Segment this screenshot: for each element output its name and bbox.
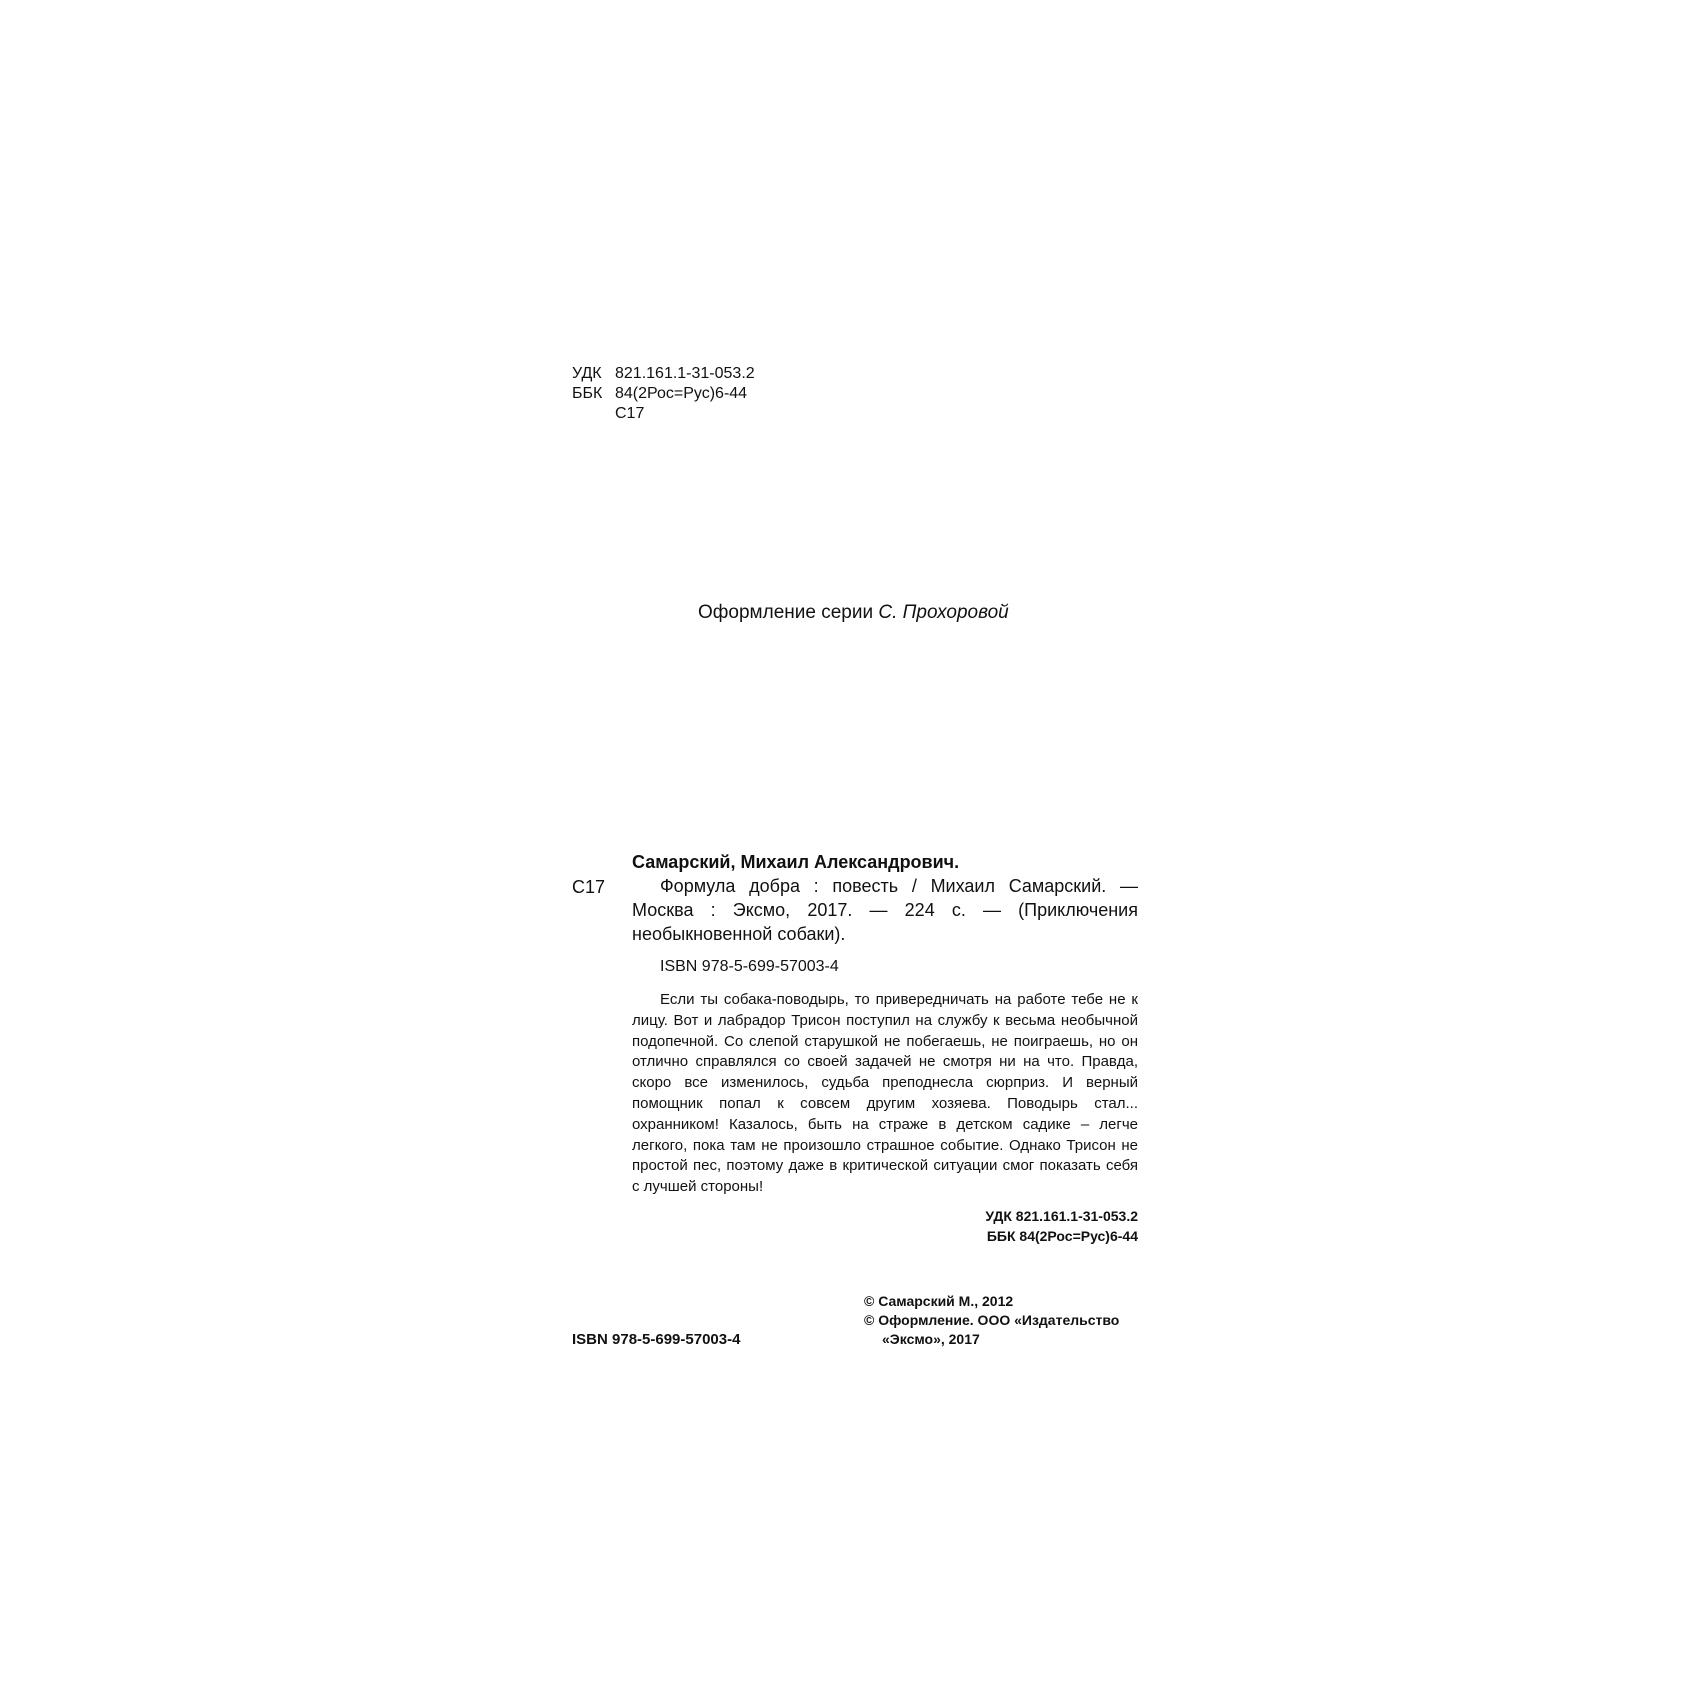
author-mark-row — [572, 404, 755, 424]
series-design-prefix: Оформление серии — [698, 602, 874, 623]
bbk-label: ББК — [572, 385, 603, 402]
card-bbk: ББК 84(2Рос=Рус)6-44 — [986, 1227, 1138, 1244]
series-design-credit — [698, 601, 1009, 625]
card-isbn: ISBN 978-5-699-57003-4 — [660, 958, 839, 975]
card-author-mark: С17 — [572, 877, 606, 897]
copyright-block — [864, 1292, 1119, 1349]
card-annotation: Если ты собака-поводырь, то привередничать на работе тебе не к лицу. Вот и лабрадор Трисон поступил на службу к весьма необычной подопечной. Со слепой старушкой не побегаешь, не поиграешь, но он отлично справлялся со своей задачей не смотря ни на что. Правда, скоро все изменилось, судьба преподнесла сюрприз. И верный помощник попал к совсем другим хозяева. Поводырь стал... охранником! Казалось, быть на страже в детском садике – легче легкого, пока там не произошло страшное событие. Однако Трисон не простой пес, поэтому даже в критической ситуации смог показать себя с лучшей стороны! — [632, 991, 1138, 1196]
udk-label: УДК — [572, 365, 602, 382]
catalog-card — [572, 850, 1138, 1246]
udk-row — [572, 364, 755, 384]
card-classification-codes — [572, 1206, 1138, 1246]
bbk-value: 84(2Рос=Рус)6-44 — [615, 385, 748, 402]
copyright-design-line2: «Эксмо», 2017 — [882, 1331, 980, 1347]
card-author: Самарский, Михаил Александрович. — [632, 852, 960, 872]
series-designer-name: С. Прохоровой — [878, 602, 1009, 623]
card-udk: УДК 821.161.1-31-053.2 — [985, 1207, 1138, 1224]
bbk-row — [572, 384, 755, 404]
footer-isbn: ISBN 978-5-699-57003-4 — [572, 1331, 741, 1348]
copyright-author: © Самарский М., 2012 — [864, 1293, 1014, 1309]
author-mark: С17 — [615, 405, 645, 422]
udk-value: 821.161.1-31-053.2 — [615, 365, 755, 382]
copyright-design-line1: © Оформление. ООО «Издательство — [864, 1312, 1120, 1328]
classification-block — [572, 364, 755, 424]
card-description: Формула добра : повесть / Михаил Самарский. — Москва : Эксмо, 2017. — 224 с. — (Приключения необыкновенной собаки). — [632, 876, 1138, 944]
